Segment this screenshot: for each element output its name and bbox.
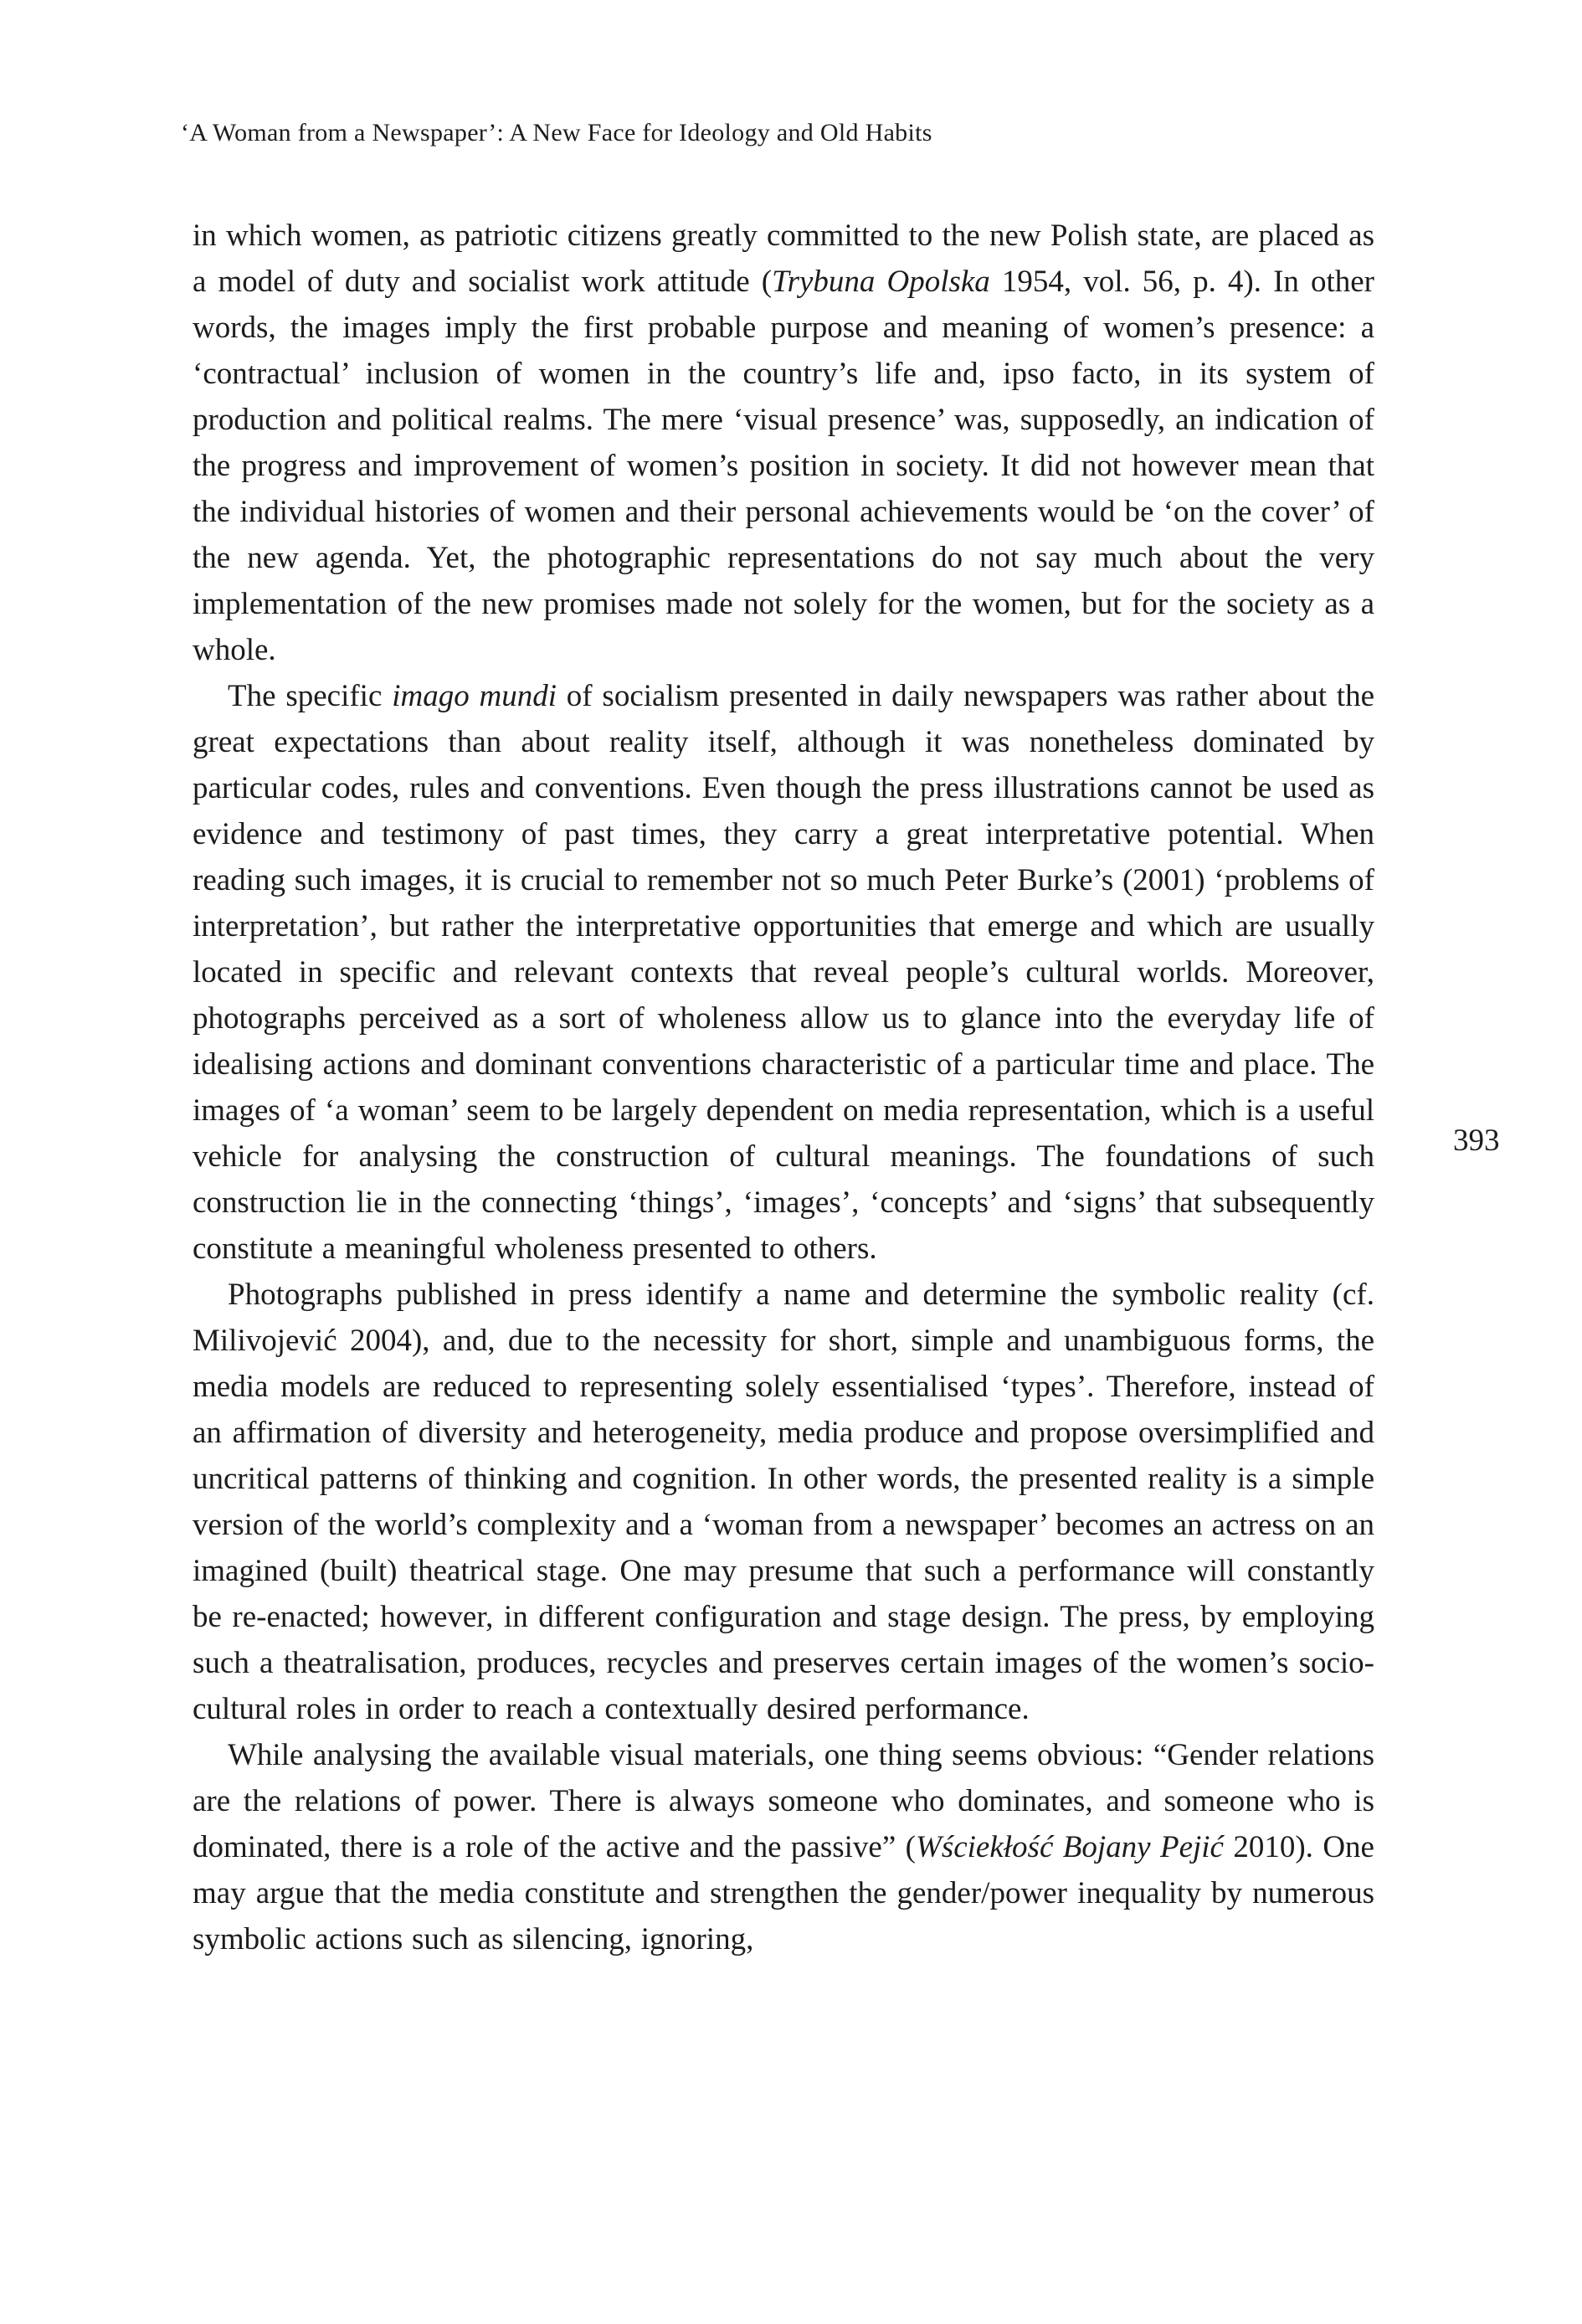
article-body bbox=[193, 213, 1374, 1962]
page-number: 393 bbox=[1453, 1123, 1500, 1158]
text-run: Photographs published in press identify a name and determine the symbolic reality (cf. Milivojević 2004), and, due to the necessity for short, simple and unambiguous forms, the media models are reduced to representing solely essentialised ‘types’. Therefore, instead of an affirmation of diversity and heterogeneity, media produce and propose oversimplified and uncritical patterns of thinking and cognition. In other words, the presented reality is a simple version of the world’s complexity and a ‘woman from a newspaper’ becomes an actress on an imagined (built) theatrical stage. One may presume that such a performance will constantly be re-enacted; however, in different configuration and stage design. The press, by employing such a theatralisation, produces, recycles and preserves certain images of the women’s socio-cultural roles in order to reach a contextually desired performance. bbox=[193, 1278, 1374, 1726]
text-run: of socialism presented in daily newspapers was rather about the great expectations than about reality itself, although it was nonetheless dominated by particular codes, rules and conventions. Even though the press illustrations cannot be used as evidence and testimony of past times, they carry a great interpretative potential. When reading such images, it is crucial to remember not so much Peter Burke’s (2001) ‘problems of interpretation’, but rather the interpretative opportunities that emerge and which are usually located in specific and relevant contexts that reveal people’s cultural worlds. Moreover, photographs perceived as a sort of wholeness allow us to glance into the everyday life of idealising actions and dominant conventions characteristic of a particular time and place. The images of ‘a woman’ seem to be largely dependent on media representation, which is a useful vehicle for analysing the construction of cultural meanings. The foundations of such construction lie in the connecting ‘things’, ‘images’, ‘concepts’ and ‘signs’ that subsequently constitute a meaningful wholeness presented to others. bbox=[193, 679, 1374, 1266]
text-run: in which women, as patriotic citizens greatly committed to the new Polish state, are placed as a model of duty and socialist work attitude ( bbox=[193, 219, 1374, 299]
running-header: ‘A Woman from a Newspaper’: A New Face for Ideology and Old Habits bbox=[181, 119, 932, 147]
paragraph-1 bbox=[193, 213, 1374, 673]
paragraph-4 bbox=[193, 1732, 1374, 1962]
paragraph-3 bbox=[193, 1272, 1374, 1732]
italic-text-run: Wściekłość Bojany Pejić bbox=[916, 1830, 1224, 1864]
text-run: While analysing the available visual materials, one thing seems obvious: “Gender relations are the relations of power. There is always someone who dominates, and someone who is dominated, there is a role of the active and the passive” ( bbox=[193, 1738, 1374, 1864]
text-run: The specific bbox=[228, 679, 393, 713]
paragraph-2 bbox=[193, 673, 1374, 1272]
italic-text-run: imago mundi bbox=[392, 679, 557, 713]
italic-text-run: Trybuna Opolska bbox=[772, 265, 990, 299]
text-run: 2010). One may argue that the media constitute and strengthen the gender/power inequality by numerous symbolic actions such as silencing, ignoring, bbox=[193, 1830, 1374, 1956]
text-run: 1954, vol. 56, p. 4). In other words, the images imply the first probable purpose and meaning of women’s presence: a ‘contractual’ inclusion of women in the country’s life and, ipso facto, in its system of production and political realms. The mere ‘visual presence’ was, supposedly, an indication of the progress and improvement of women’s position in society. It did not however mean that the individual histories of women and their personal achievements would be ‘on the cover’ of the new agenda. Yet, the photographic representations do not say much about the very implementation of the new promises made not solely for the women, but for the society as a whole. bbox=[193, 265, 1374, 667]
